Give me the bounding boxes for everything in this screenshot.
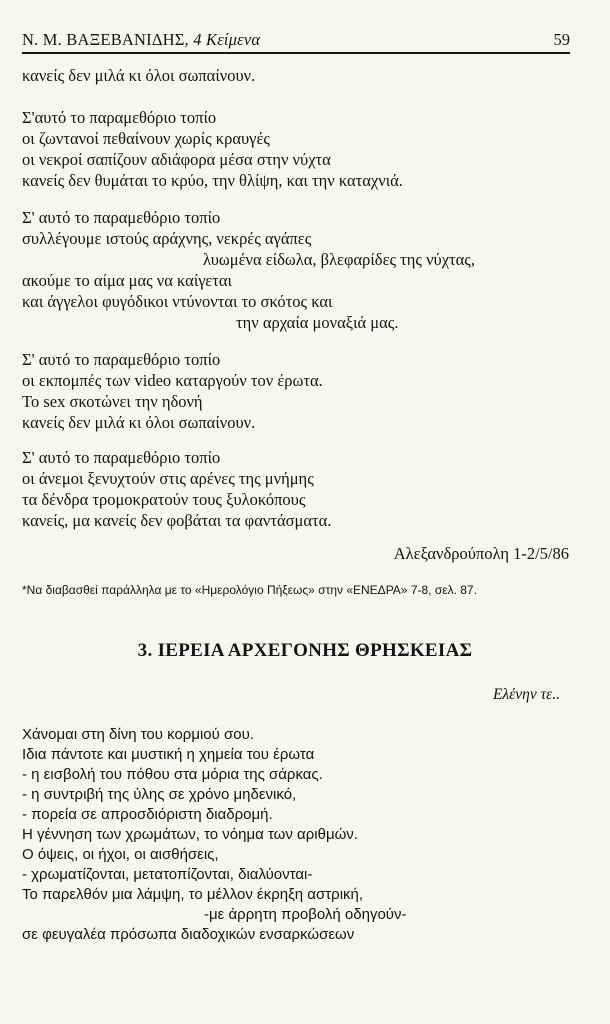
poem-1-line: κανείς, μα κανείς δεν φοβάται τα φαντάσματα. [22, 511, 332, 530]
poem-2-line: Χάνομαι στη δίνη του κορμιού σου. [22, 726, 254, 743]
poem-1-line: λυωμένα είδωλα, βλεφαρίδες της νύχτας, [203, 250, 475, 269]
poem-2-line: - η συντριβή της ύλης σε χρόνο μηδενικό, [22, 786, 297, 803]
page-number: 59 [553, 30, 570, 49]
poem-1-line: οι ζωντανοί πεθαίνουν χωρίς κραυγές [22, 129, 270, 148]
section-title: 3. ΙΕΡΕΙΑ ΑΡΧΕΓΟΝΗΣ ΘΡΗΣΚΕΙΑΣ [137, 640, 473, 661]
poem-1-line: οι εκπομπές των video καταργούν τον έρωτα. [22, 371, 323, 390]
poem-1-line: οι νεκροί σαπίζουν αδιάφορα μέσα στην νύχτα [22, 150, 331, 169]
poem-1-line: Σ' αυτό το παραμεθόριο τοπίο [22, 208, 221, 227]
poem-2-line: Η γέννηση των χρωμάτων, το νόημα των αριθμών. [22, 826, 358, 843]
poem-1-place-date: Αλεξανδρούπολη 1-2/5/86 [393, 544, 569, 563]
poem-1-line: Το sex σκοτώνει την ηδονή [22, 392, 203, 411]
poem-1-line: τα δένδρα τρομοκρατούν τους ξυλοκόπους [22, 490, 306, 509]
poem-2-line: - χρωματίζονται, μετατοπίζονται, διαλύονται- [22, 866, 313, 883]
running-header [22, 30, 570, 54]
poem-2-line: - πορεία σε απροσδιόριστη διαδρομή. [22, 806, 273, 823]
poem-2-line: Ιδια πάντοτε και μυστική η χημεία του έρωτα [22, 746, 315, 763]
dedication: Ελένην τε.. [492, 686, 560, 703]
poem-1-line: και άγγελοι φυγόδικοι ντύνονται το σκότος και [22, 292, 333, 311]
poem-1-line: κανείς δεν θυμάται το κρύο, την θλίψη, και την καταχνιά. [22, 171, 403, 190]
poem-1-line: κανείς δεν μιλά κι όλοι σωπαίνουν. [22, 66, 256, 85]
footnote: *Να διαβασθεί παράλληλα με το «Ημερολόγιο Πήξεως» στην «ΕΝΕΔΡΑ» 7-8, σελ. 87. [22, 583, 477, 597]
poem-1-line: οι άνεμοι ξενυχτούν στις αρένες της μνήμης [22, 469, 314, 488]
poem-1-line: κανείς δεν μιλά κι όλοι σωπαίνουν. [22, 413, 256, 432]
poem-2-line: - η εισβολή του πόθου στα μόρια της σάρκας. [22, 766, 323, 783]
poem-1-line: Σ' αυτό το παραμεθόριο τοπίο [22, 350, 221, 369]
poem-2-line: Ο όψεις, οι ήχοι, οι αισθήσεις, [22, 846, 219, 863]
poem-2-line: σε φευγαλέα πρόσωπα διαδοχικών ενσαρκώσεων [22, 926, 355, 943]
poem-1-line: Σ'αυτό το παραμεθόριο τοπίο [22, 108, 217, 127]
poem-2-line: -με άρρητη προβολή οδηγούν- [204, 906, 407, 923]
poem-1-line: την αρχαία μοναξιά μας. [236, 313, 399, 332]
poem-1-line: ακούμε το αίμα μας να καίγεται [22, 271, 232, 290]
header-author: Ν. Μ. ΒΑΞΕΒΑΝΙΔΗΣ, [22, 30, 189, 49]
header-rule [22, 52, 570, 54]
poem-2-line: Το παρελθόν μια λάμψη, το μέλλον έκρηξη αστρική, [22, 886, 364, 903]
poem-1-line: Σ' αυτό το παραμεθόριο τοπίο [22, 448, 221, 467]
header-book-title: 4 Κείμενα [193, 30, 261, 49]
header-author-title [22, 30, 260, 50]
poem-1-line: συλλέγουμε ιστούς αράχνης, νεκρές αγάπες [22, 229, 312, 248]
